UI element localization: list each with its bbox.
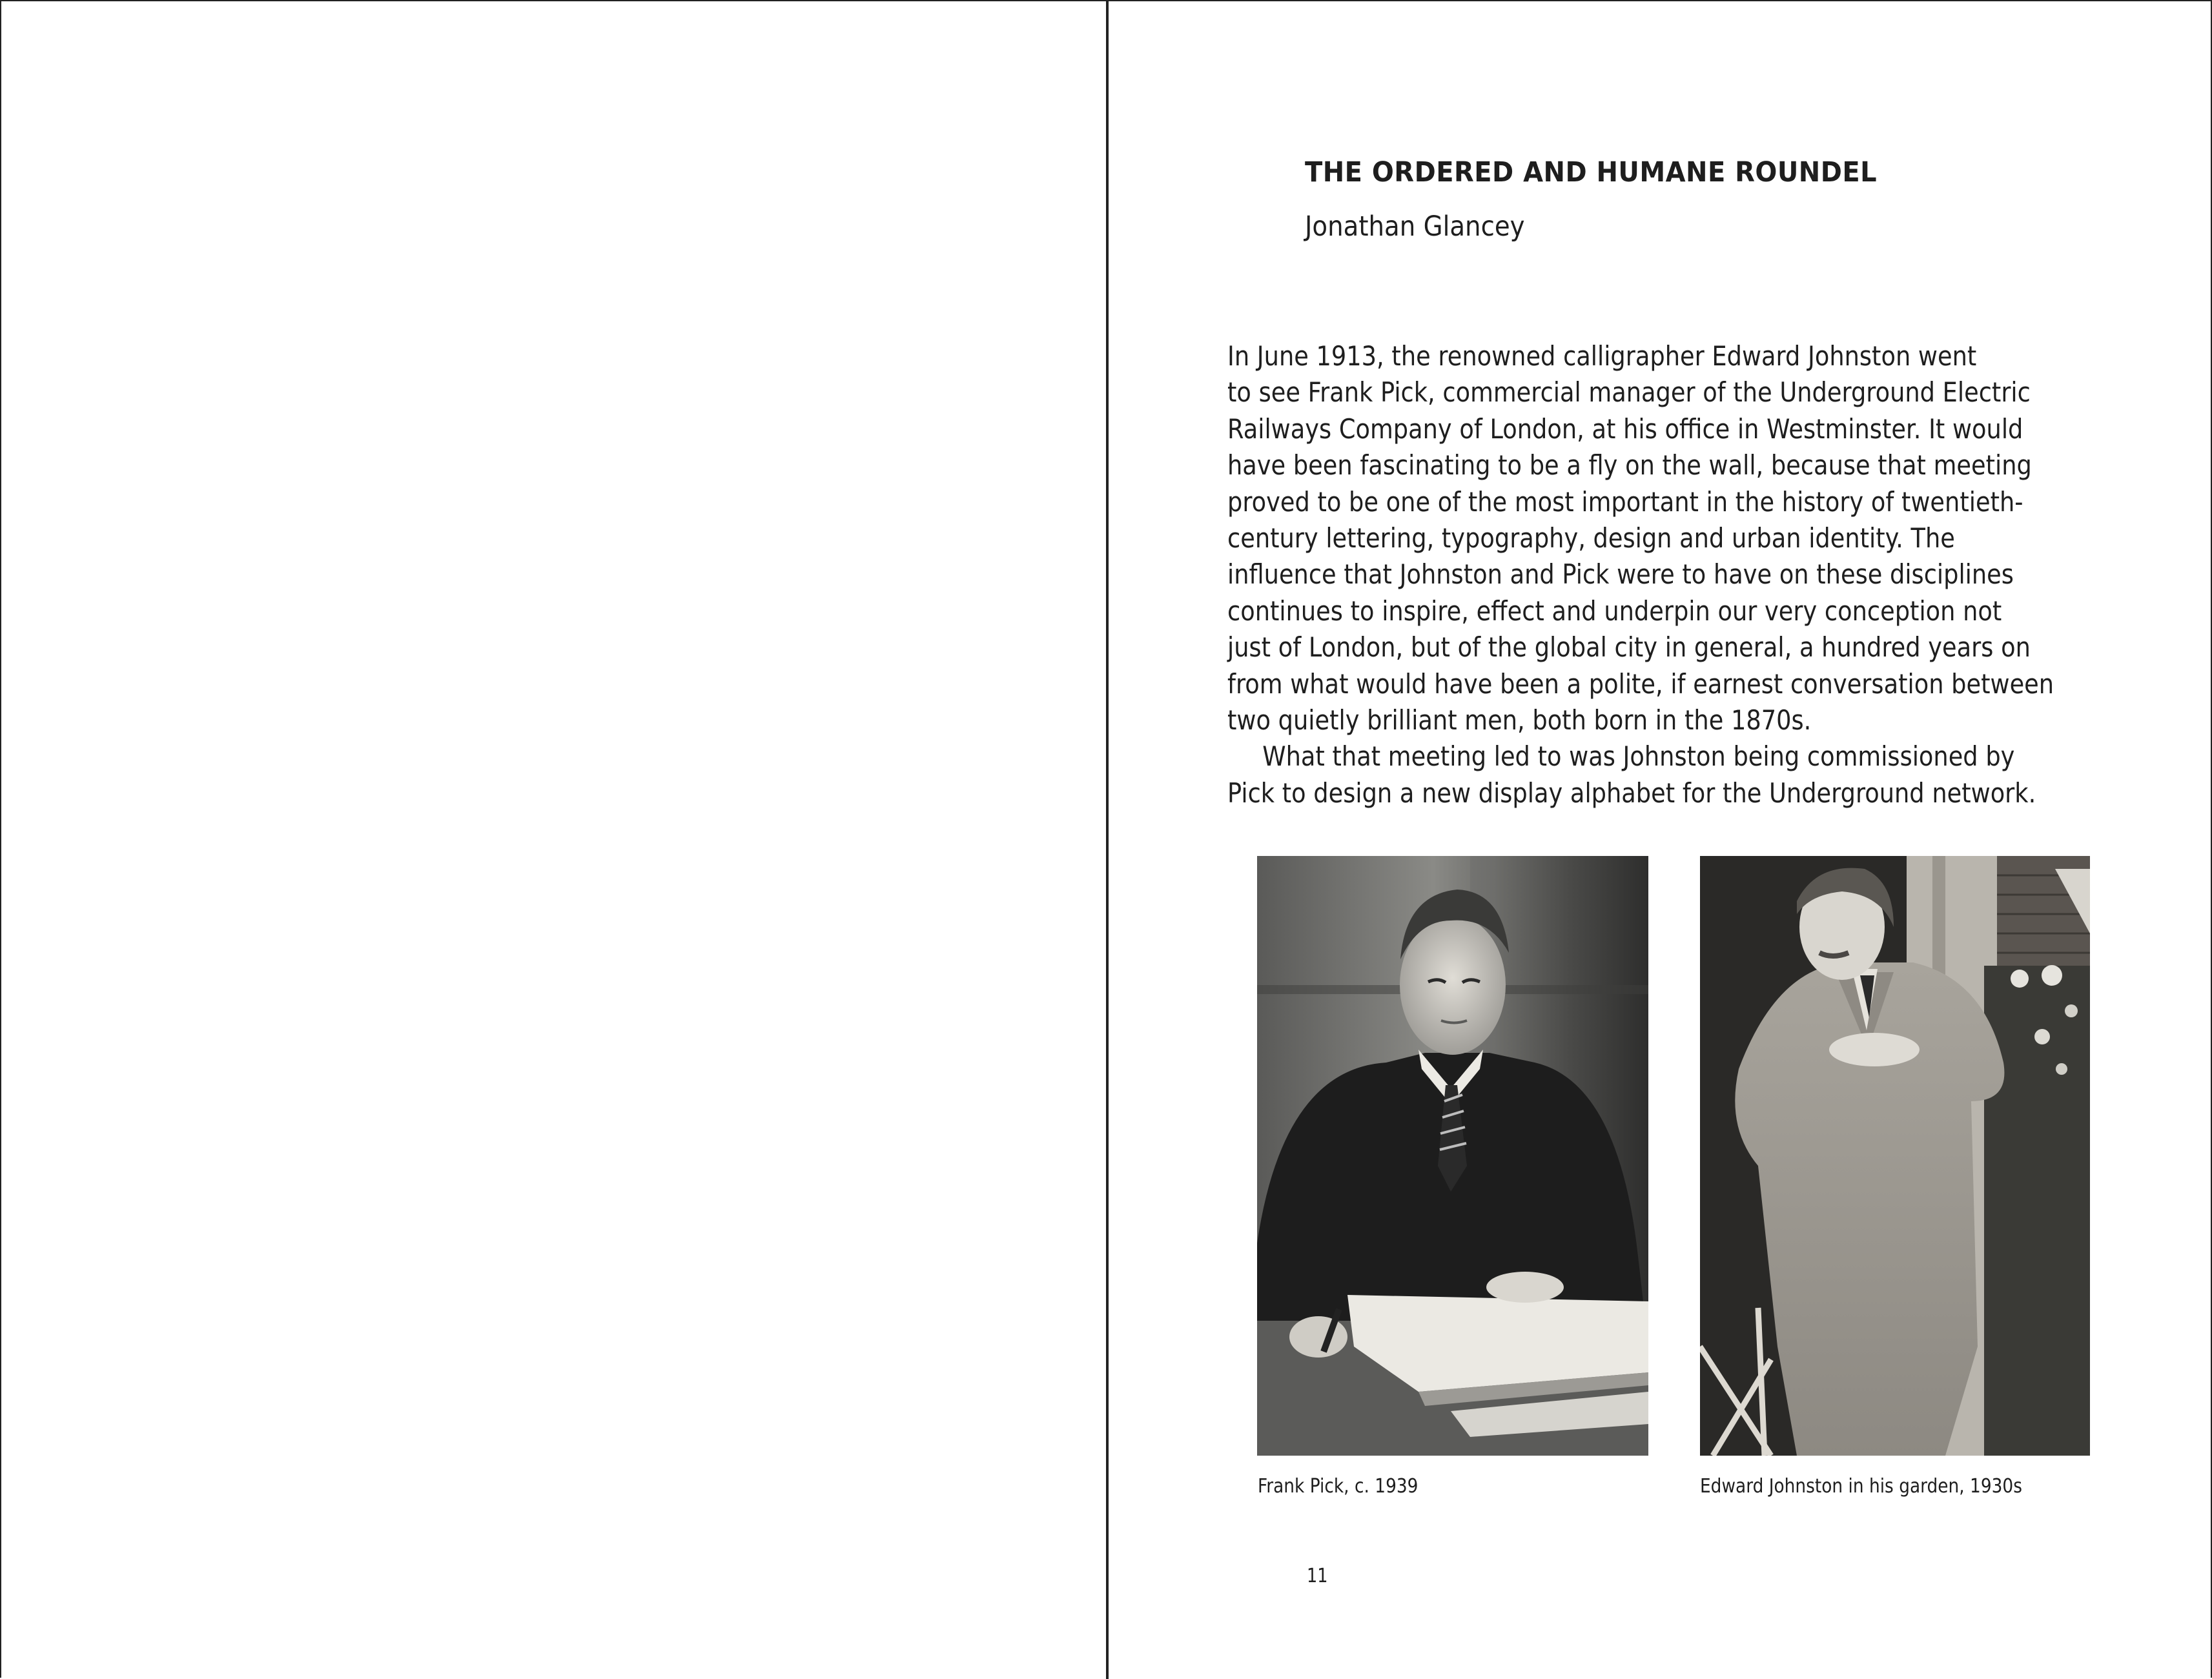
body-line: have been fascinating to be a fly on the wall, because that meeting <box>1227 449 2032 482</box>
portrait-image <box>1257 856 1648 1456</box>
body-line: influence that Johnston and Pick were to have on these disciplines <box>1227 558 2014 591</box>
figure-caption: Edward Johnston in his garden, 1930s <box>1700 1475 2022 1498</box>
body-line-indented: What that meeting led to was Johnston being commissioned by <box>1262 740 2015 773</box>
body-text <box>1227 338 2164 811</box>
chapter-author: Jonathan Glancey <box>1305 210 1525 243</box>
body-line: Pick to design a new display alphabet for the Underground network. <box>1227 777 2036 809</box>
body-line: from what would have been a polite, if earnest conversation between <box>1227 667 2054 700</box>
photo-frank-pick <box>1257 856 1648 1456</box>
body-line: century lettering, typography, design and urban identity. The <box>1227 522 1955 554</box>
body-line: to see Frank Pick, commercial manager of the Underground Electric <box>1227 376 2031 409</box>
chapter-title: THE ORDERED AND HUMANE ROUNDEL <box>1305 156 1878 188</box>
body-line: two quietly brilliant men, both born in the 1870s. <box>1227 704 1812 736</box>
body-line: proved to be one of the most important in the history of twentieth- <box>1227 485 2023 518</box>
page-number: 11 <box>1307 1565 1328 1587</box>
photo-edward-johnston <box>1700 856 2090 1456</box>
body-line: In June 1913, the renowned calligrapher Edward Johnston went <box>1227 340 1977 372</box>
left-page-blank <box>1 1 1107 1679</box>
garden-portrait-image <box>1700 856 2090 1456</box>
body-line: continues to inspire, effect and underpin our very conception not <box>1227 595 2002 627</box>
figure-caption: Frank Pick, c. 1939 <box>1258 1475 1418 1498</box>
body-line: just of London, but of the global city in general, a hundred years on <box>1227 631 2031 664</box>
body-line: Railways Company of London, at his office in Westminster. It would <box>1227 412 2023 445</box>
